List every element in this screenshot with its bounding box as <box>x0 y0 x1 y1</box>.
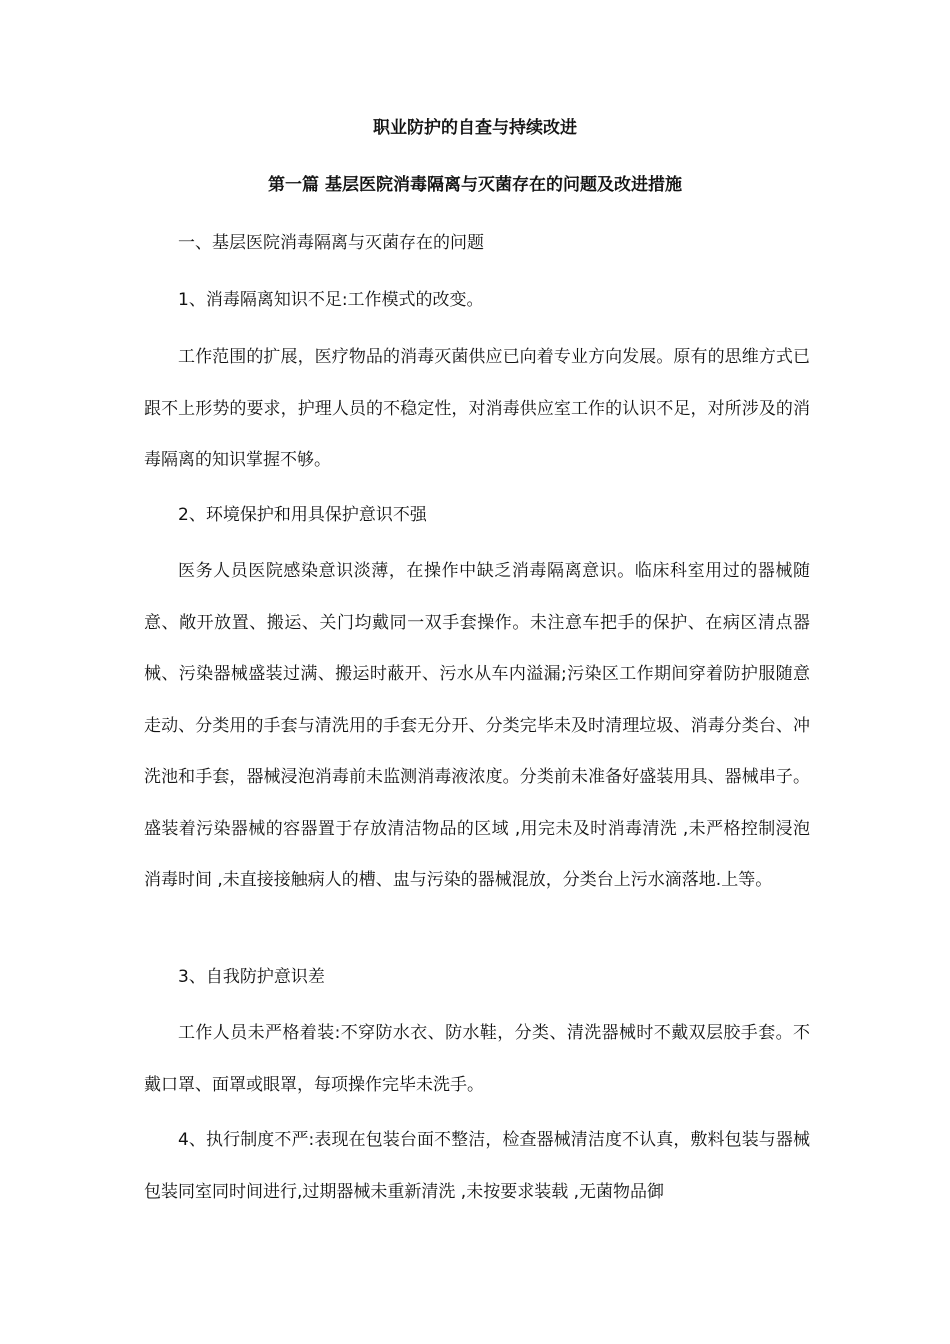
item4-paragraph: 4、执行制度不严:表现在包装台面不整洁，检查器械清洁度不认真，敷料包装与器械包装同室同时间进行,过期器械未重新清洗 ,未按要求装载 ,无菌物品御 <box>144 1130 810 1202</box>
item1-heading: 1、消毒隔离知识不足:工作模式的改变。 <box>178 290 484 310</box>
item3-paragraph: 工作人员未严格着装:不穿防水衣、防水鞋，分类、清洗器械时不戴双层胶手套。不戴口罩、面罩或眼罩，每项操作完毕未洗手。 <box>144 1023 810 1095</box>
document-title: 职业防护的自查与持续改进 <box>373 118 577 138</box>
item1-paragraph: 工作范围的扩展，医疗物品的消毒灭菌供应已向着专业方向发展。原有的思维方式已跟不上形势的要求，护理人员的不稳定性，对消毒供应室工作的认识不足，对所涉及的消毒隔离的知识掌握不够。 <box>144 347 810 470</box>
document-subtitle: 第一篇 基层医院消毒隔离与灭菌存在的问题及改进措施 <box>268 175 682 195</box>
section-heading: 一、基层医院消毒隔离与灭菌存在的问题 <box>178 233 484 253</box>
item2-heading: 2、环境保护和用具保护意识不强 <box>178 505 427 525</box>
item3-heading: 3、自我防护意识差 <box>178 967 325 987</box>
item2-paragraph: 医务人员医院感染意识淡薄，在操作中缺乏消毒隔离意识。临床科室用过的器械随意、敞开放置、搬运、关门均戴同一双手套操作。未注意车把手的保护、在病区清点器械、污染器械盛装过满、搬运时蔽开、污水从车内溢漏;污染区工作期间穿着防护服随意走动、分类用的手套与清洗用的手套无分开、分类完毕未及时清理垃圾、消毒分类台、冲洗池和手套，器械浸泡消毒前未监测消毒液浓度。分类前未准备好盛装用具、器械串子。盛装着污染器械的容器置于存放清洁物品的区域 ,用完未及时消毒清洗 ,未严格控制浸泡消毒时间 ,未直接接触病人的槽、盅与污染的器械混放，分类台上污水滴落地.上等。 <box>144 561 810 890</box>
